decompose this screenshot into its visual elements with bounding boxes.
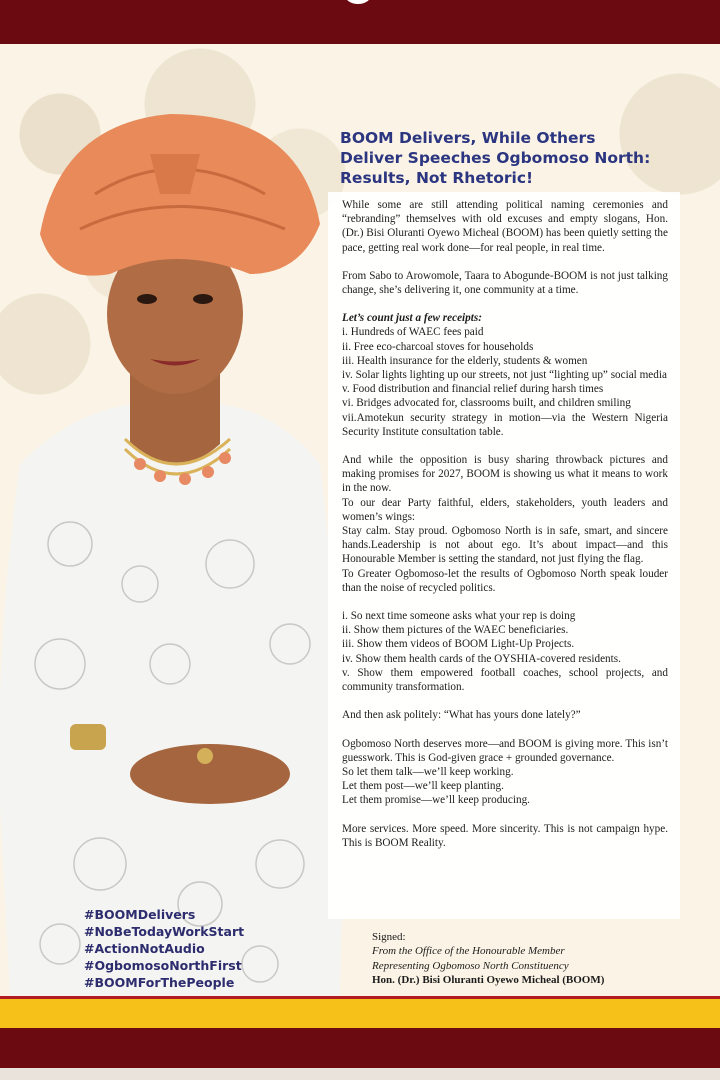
party-address: To our dear Party faithful, elders, stakeholders, youth leaders and women’s wings: (342, 496, 668, 523)
action-item: iv. Show them health cards of the OYSHIA-covered residents. (342, 652, 621, 665)
greater-ogbomoso-paragraph: To Greater Ogbomoso-let the results of Ogbomoso North speak louder than the noise of recycled politics. (342, 567, 668, 594)
deserves-more-paragraph: Ogbomoso North deserves more—and BOOM is giving more. This isn’t guesswork. This is God-given grace + grounded governance. (342, 737, 668, 764)
receipt-item: v. Food distribution and financial relief during harsh times (342, 383, 604, 396)
intro-paragraph: While some are still attending political naming ceremonies and “rebranding” themselves with old excuses and empty slogans, Hon. (Dr.) Bisi Oluranti Oyewo Micheal (BOOM) has been quietly setting the pace, getting real work done—for real people, in real time. (342, 199, 668, 254)
signed-label: Signed: (372, 931, 406, 943)
headline-line-3: Results, Not Rhetoric! (340, 169, 534, 187)
stay-calm-paragraph: Stay calm. Stay proud. Ogbomoso North is in safe, smart, and sincere hands.Leadership is not about ego. It’s about impact—and this Honourable Member is setting the standard, not just flying the flag. (342, 525, 668, 566)
ask-line: And then ask politely: “What has yours done lately?” (342, 709, 581, 722)
action-item: iii. Show them videos of BOOM Light-Up Projects. (342, 638, 575, 651)
portrait-illustration (0, 44, 345, 996)
office-line-1: From the Office of the Honourable Member (372, 945, 565, 958)
hashtag: #BOOMDelivers (84, 907, 196, 922)
receipt-item: i. Hundreds of WAEC fees paid (342, 326, 484, 339)
closing-paragraph: More services. More speed. More sincerity. This is not campaign hype. This is BOOM Reality. (342, 822, 668, 849)
signatory-name: Hon. (Dr.) Bisi Oluranti Oyewo Micheal (BOOM) (372, 974, 605, 987)
bottom-edge-strip (0, 1068, 720, 1080)
receipt-item: iv. Solar lights lighting up our streets, not just “lighting up” social media (342, 369, 667, 382)
bottom-gold-band (0, 996, 720, 1028)
headline (340, 128, 680, 188)
receipt-item: vi. Bridges advocated for, classrooms built, and children smiling (342, 397, 631, 410)
receipt-item: vii.Amotekun security strategy in motion—via the Western Nigeria Security Institute consultation table. (342, 411, 668, 438)
promise-line: Let them promise—we’ll keep producing. (342, 794, 530, 807)
headline-line-2: Deliver Speeches Ogbomoso North: (340, 149, 651, 167)
top-notch-mark (345, 0, 371, 4)
action-item: v. Show them empowered football coaches, school projects, and community transformation. (342, 666, 668, 694)
opposition-paragraph: And while the opposition is busy sharing throwback pictures and making promises for 2027, BOOM is showing us what it means to work in the now. (342, 454, 668, 495)
receipt-item: iii. Health insurance for the elderly, students & women (342, 354, 588, 367)
office-line-2: Representing Ogbomoso North Constituency (372, 959, 569, 972)
talk-line: So let them talk—we’ll keep working. (342, 765, 514, 778)
post-line: Let them post—we’ll keep planting. (342, 780, 504, 793)
action-item: ii. Show them pictures of the WAEC beneficiaries. (342, 624, 569, 637)
hashtag-list (84, 906, 334, 991)
hashtag: #NoBeTodayWorkStart (84, 924, 245, 939)
bottom-maroon-band (0, 1028, 720, 1068)
article-body (328, 192, 680, 919)
hashtag: #BOOMForThePeople (84, 975, 235, 990)
top-banner (0, 0, 720, 44)
communities-paragraph: From Sabo to Arowomole, Taara to Abogunde-BOOM is not just talking change, she’s delivering it, one community at a time. (342, 269, 668, 297)
headline-line-1: BOOM Delivers, While Others (340, 129, 596, 147)
hashtag: #OgbomosoNorthFirst (84, 958, 242, 973)
action-item: i. So next time someone asks what your rep is doing (342, 610, 576, 623)
receipt-item: ii. Free eco-charcoal stoves for households (342, 340, 534, 353)
receipts-heading: Let’s count just a few receipts: (342, 312, 482, 325)
hashtag: #ActionNotAudio (84, 941, 205, 956)
signature-block (372, 930, 702, 988)
